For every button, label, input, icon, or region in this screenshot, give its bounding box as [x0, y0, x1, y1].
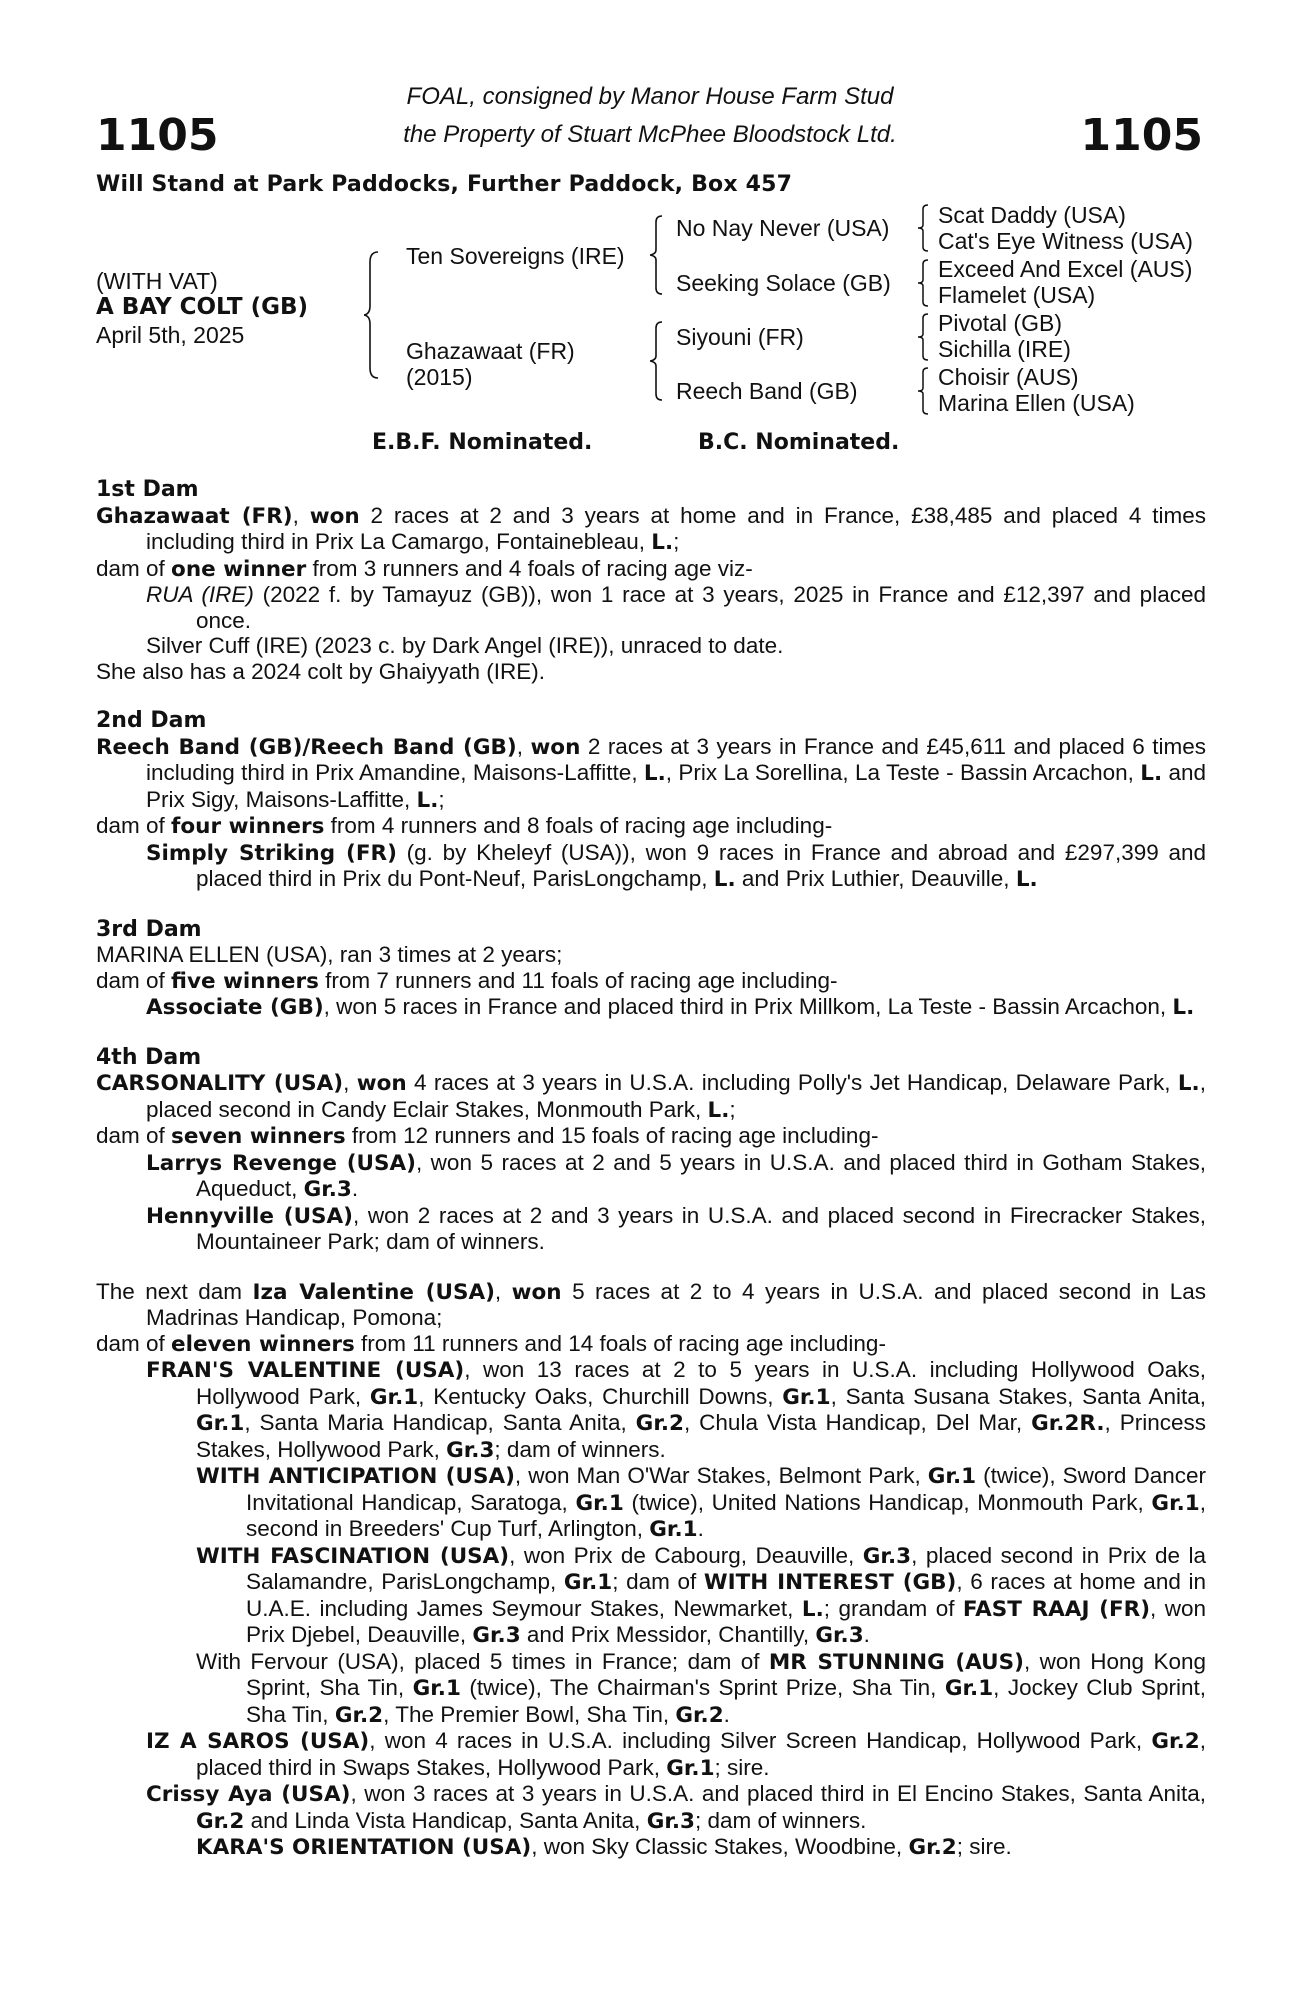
grandsire-2: Exceed And Excel (AUS) — [938, 256, 1193, 282]
second-dam-heading: 2nd Dam — [96, 708, 207, 733]
grandsire-1: Scat Daddy (USA) — [938, 202, 1126, 228]
grandsire-4: Choisir (AUS) — [938, 364, 1079, 390]
grandsire-3: Pivotal (GB) — [938, 310, 1062, 336]
consigned-line: FOAL, consigned by Manor House Farm Stud — [406, 83, 894, 110]
list-item: IZ A SAROS (USA), won 4 races in U.S.A. including Silver Screen Handicap, Hollywood Park, Gr.2, placed third in Swaps Stakes, Hollywood Park, Gr.1; sire. — [146, 1728, 1206, 1781]
sire-sire: No Nay Never (USA) — [676, 215, 890, 241]
brace-g3 — [916, 312, 934, 362]
list-item: Simply Striking (FR) (g. by Kheleyf (USA)), won 9 races in France and abroad and £297,399 and placed third in Prix du Pont-Neuf, ParisLongchamp, L. and Prix Luthier, Deauville, L. — [146, 839, 1207, 892]
vat-note: (WITH VAT) — [96, 268, 218, 294]
first-dam-produce-summary: dam of one winner from 3 runners and 4 foals of racing age viz- — [96, 555, 753, 582]
consignment-block — [360, 78, 940, 154]
property-line: the Property of Stuart McPhee Bloodstock Ltd. — [403, 121, 897, 148]
third-dam-record: MARINA ELLEN (USA), ran 3 times at 2 years; — [96, 942, 563, 967]
bc-nomination: B.C. Nominated. — [698, 430, 900, 455]
brace-dam-parents — [650, 320, 670, 402]
first-dam-section — [96, 477, 1206, 684]
fourth-dam-heading: 4th Dam — [96, 1044, 202, 1070]
third-dam-heading: 3rd Dam — [96, 916, 202, 942]
third-dam-section — [96, 917, 1206, 1021]
granddam-1: Cat's Eye Witness (USA) — [938, 228, 1193, 254]
next-dam-produce-summary: dam of eleven winners from 11 runners and 14 foals of racing age including- — [96, 1330, 886, 1357]
sire: Ten Sovereigns (IRE) — [406, 243, 625, 269]
fourth-dam-record: CARSONALITY (USA), won 4 races at 3 years in U.S.A. including Polly's Jet Handicap, Delaware Park, L., placed second in Candy Eclair Stakes, Monmouth Park, L.; — [96, 1070, 1206, 1123]
dam-sire: Siyouni (FR) — [676, 324, 804, 350]
dam-year: (2015) — [406, 364, 473, 390]
list-item: Associate (GB), won 5 races in France and placed third in Prix Millkom, La Teste - Bassin Arcachon, L. — [146, 994, 1195, 1020]
granddam-3: Sichilla (IRE) — [938, 336, 1071, 362]
lot-number-left: 1105 — [96, 110, 219, 161]
brace-sire-dam — [364, 250, 388, 380]
fourth-dam-section — [96, 1045, 1206, 1255]
sire-dam: Seeking Solace (GB) — [676, 270, 891, 296]
first-dam-heading: 1st Dam — [96, 477, 199, 502]
list-item: Crissy Aya (USA), won 3 races at 3 years in U.S.A. and placed third in El Encino Stakes, Santa Anita, Gr.2 and Linda Vista Handicap, Santa Anita, Gr.3; dam of winners. — [146, 1781, 1206, 1834]
second-dam-record: Reech Band (GB)/Reech Band (GB), won 2 races at 3 years in France and £45,611 and placed 6 times including third in Prix Amandine, Maisons-Laffitte, L., Prix La Sorellina, La Teste - Bassin Arcachon, L. and Prix Sigy, Maisons-Laffitte, L.; — [96, 733, 1207, 813]
catalogue-body — [96, 477, 1206, 1885]
next-dam-record: The next dam Iza Valentine (USA), won 5 races at 2 to 4 years in U.S.A. and placed second in Las Madrinas Handicap, Pomona; — [96, 1278, 1207, 1330]
horse-name: A BAY COLT (GB) — [96, 294, 309, 320]
list-item: Hennyville (USA), won 2 races at 2 and 3 years in U.S.A. and placed second in Firecracker Stakes, Mountaineer Park; dam of winners. — [146, 1202, 1206, 1254]
foaled-date: April 5th, 2025 — [96, 322, 245, 348]
next-dam-section — [96, 1279, 1206, 1861]
brace-g4 — [916, 366, 934, 416]
dam: Ghazawaat (FR) — [406, 338, 575, 364]
list-item: Larrys Revenge (USA), won 5 races at 2 and 5 years in U.S.A. and placed third in Gotham Stakes, Aqueduct, Gr.3. — [146, 1149, 1206, 1202]
first-dam-also: She also has a 2024 colt by Ghaiyyath (IRE). — [96, 658, 545, 684]
lot-number-right: 1105 — [1080, 110, 1203, 161]
list-item: WITH FASCINATION (USA), won Prix de Cabourg, Deauville, Gr.3, placed second in Prix de la Salamandre, ParisLongchamp, Gr.1; dam of WITH INTEREST (GB), 6 races at home and in U.A.E. including James Seymour Stakes, Newmarket, L.; grandam of FAST RAAJ (FR), won Prix Djebel, Deauville, Gr.3 and Prix Messidor, Chantilly, Gr.3. — [196, 1542, 1207, 1648]
list-item: KARA'S ORIENTATION (USA), won Sky Classic Stakes, Woodbine, Gr.2; sire. — [196, 1834, 1012, 1860]
list-item: WITH ANTICIPATION (USA), won Man O'War Stakes, Belmont Park, Gr.1 (twice), Sword Dancer Invitational Handicap, Saratoga, Gr.1 (twice), United Nations Handicap, Monmouth Park, Gr.1, second in Breeders' Cup Turf, Arlington, Gr.1. — [196, 1463, 1206, 1542]
dam-dam: Reech Band (GB) — [676, 378, 858, 404]
first-dam-record: Ghazawaat (FR), won 2 races at 2 and 3 years at home and in France, £38,485 and placed 4 times including third in Prix La Camargo, Fontainebleau, L.; — [96, 502, 1206, 555]
brace-g2 — [916, 258, 934, 308]
list-item: Silver Cuff (IRE) (2023 c. by Dark Angel (IRE)), unraced to date. — [146, 633, 784, 658]
stand-location: Will Stand at Park Paddocks, Further Paddock, Box 457 — [96, 172, 793, 197]
second-dam-section — [96, 708, 1206, 893]
brace-g1 — [916, 203, 934, 253]
granddam-4: Marina Ellen (USA) — [938, 390, 1135, 416]
fourth-dam-produce-summary: dam of seven winners from 12 runners and 15 foals of racing age including- — [96, 1123, 879, 1149]
ebf-nomination: E.B.F. Nominated. — [372, 430, 593, 455]
second-dam-produce-summary: dam of four winners from 4 runners and 8 foals of racing age including- — [96, 813, 833, 839]
brace-sire-parents — [650, 214, 670, 296]
third-dam-produce-summary: dam of five winners from 7 runners and 11 foals of racing age including- — [96, 967, 838, 994]
granddam-2: Flamelet (USA) — [938, 282, 1096, 308]
list-item: With Fervour (USA), placed 5 times in France; dam of MR STUNNING (AUS), won Hong Kong Sprint, Sha Tin, Gr.1 (twice), The Chairman's Sprint Prize, Sha Tin, Gr.1, Jockey Club Sprint, Sha Tin, Gr.2, The Premier Bowl, Sha Tin, Gr.2. — [196, 1648, 1207, 1728]
list-item: FRAN'S VALENTINE (USA), won 13 races at 2 to 5 years in U.S.A. including Hollywood Oaks, Hollywood Park, Gr.1, Kentucky Oaks, Churchill Downs, Gr.1, Santa Susana Stakes, Santa Anita, Gr.1, Santa Maria Handicap, Santa Anita, Gr.2, Chula Vista Handicap, Del Mar, Gr.2R., Princess Stakes, Hollywood Park, Gr.3; dam of winners. — [146, 1357, 1207, 1463]
list-item: RUA (IRE) (2022 f. by Tamayuz (GB)), won 1 race at 3 years, 2025 in France and £12,397 and placed once. — [146, 582, 1206, 633]
